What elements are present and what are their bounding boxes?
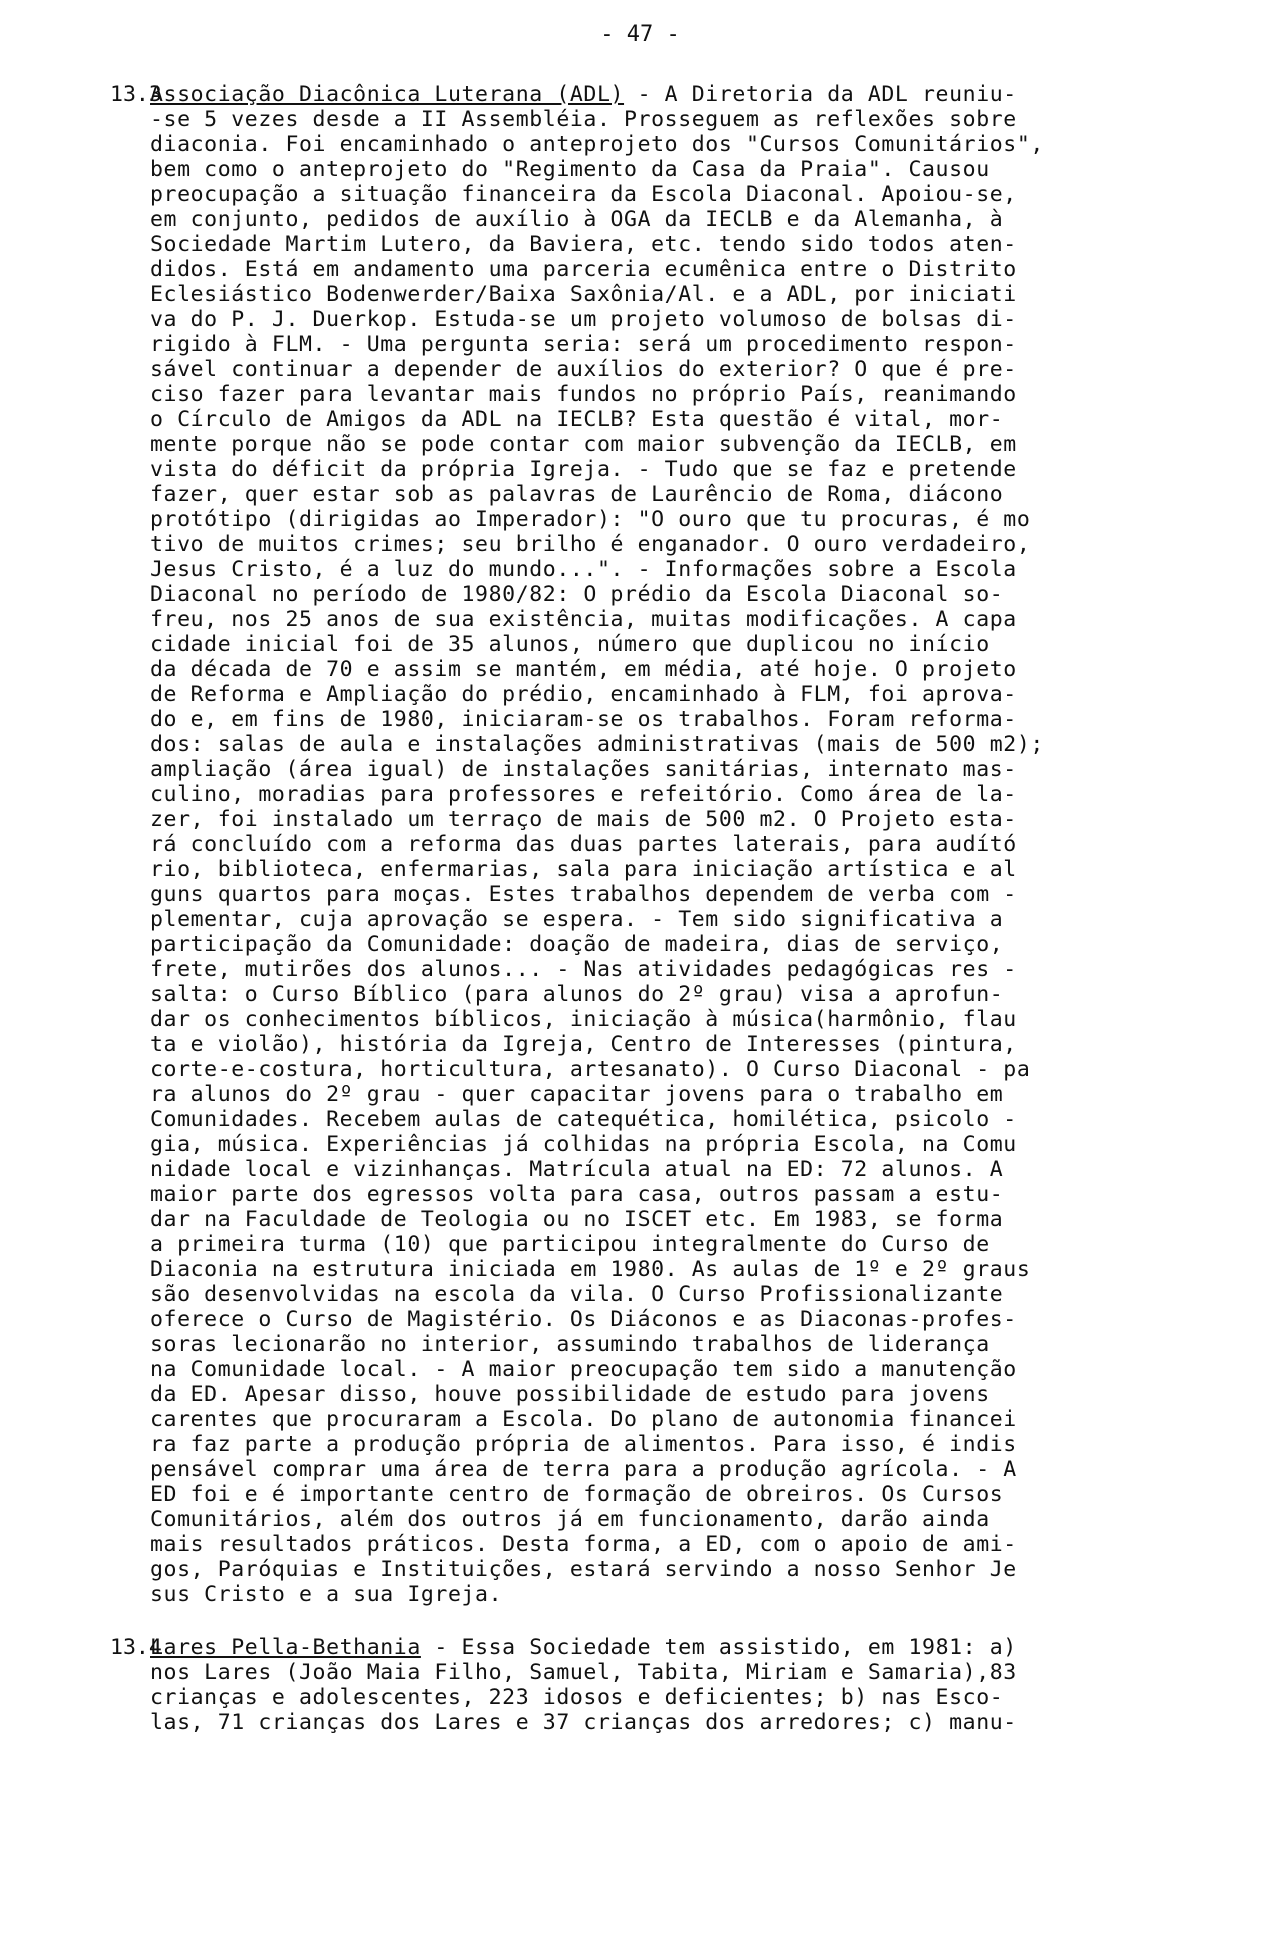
text-line: gia, música. Experiências já colhidas na própria Escola, na Comu: [150, 1132, 1017, 1157]
page-number: - 47 -: [600, 22, 680, 47]
text-line: frete, mutirões dos alunos... - Nas atividades pedagógicas res -: [150, 957, 1017, 982]
section-title: Lares Pella-Bethania: [150, 1635, 421, 1660]
text-line: de Reforma e Ampliação do prédio, encaminhado à FLM, foi aprova-: [150, 682, 1017, 707]
text-line: cidade inicial foi de 35 alunos, número que duplicou no início: [150, 632, 990, 657]
section-13-3: [110, 82, 1210, 1607]
text-line: são desenvolvidas na escola da vila. O Curso Profissionalizante: [150, 1282, 1004, 1307]
text-line: soras lecionarão no interior, assumindo trabalhos de liderança: [150, 1332, 990, 1357]
text-line: [150, 1635, 1210, 1660]
text-line: da década de 70 e assim se mantém, em média, até hoje. O projeto: [150, 657, 1017, 682]
text-line: carentes que procuraram a Escola. Do plano de autonomia financei: [150, 1407, 1017, 1432]
text-line: va do P. J. Duerkop. Estuda-se um projeto volumoso de bolsas di-: [150, 307, 1017, 332]
text-line: salta: o Curso Bíblico (para alunos do 2º grau) visa a aprofun-: [150, 982, 1004, 1007]
text-line: nos Lares (João Maia Filho, Samuel, Tabita, Miriam e Samaria),83: [150, 1660, 1017, 1685]
text-line: ED foi e é importante centro de formação de obreiros. Os Cursos: [150, 1482, 1004, 1507]
text-line: sus Cristo e a sua Igreja.: [150, 1582, 503, 1607]
text-line: na Comunidade local. - A maior preocupação tem sido a manutenção: [150, 1357, 1017, 1382]
text-line: corte-e-costura, horticultura, artesanato). O Curso Diaconal - pa: [150, 1057, 1031, 1082]
text-line-rest: - A Diretoria da ADL reuniu-: [624, 82, 1017, 107]
section-body: [150, 1660, 1210, 1735]
text-line: guns quartos para moças. Estes trabalhos dependem de verba com -: [150, 882, 1017, 907]
text-line: participação da Comunidade: doação de madeira, dias de serviço,: [150, 932, 1004, 957]
text-line: tivo de muitos crimes; seu brilho é enganador. O ouro verdadeiro,: [150, 532, 1031, 557]
text-line: fazer, quer estar sob as palavras de Laurêncio de Roma, diácono: [150, 482, 1004, 507]
text-line: Diaconia na estrutura iniciada em 1980. As aulas de 1º e 2º graus: [150, 1257, 1031, 1282]
text-line: rigido à FLM. - Uma pergunta seria: será um procedimento respon-: [150, 332, 1017, 357]
text-line: ra faz parte a produção própria de alimentos. Para isso, é indis: [150, 1432, 1017, 1457]
text-line: mais resultados práticos. Desta forma, a ED, com o apoio de ami-: [150, 1532, 1017, 1557]
text-line: nidade local e vizinhanças. Matrícula atual na ED: 72 alunos. A: [150, 1157, 1004, 1182]
text-line: zer, foi instalado um terraço de mais de 500 m2. O Projeto esta-: [150, 807, 1017, 832]
text-line: vista do déficit da própria Igreja. - Tudo que se faz e pretende: [150, 457, 1017, 482]
text-line: culino, moradias para professores e refeitório. Como área de la-: [150, 782, 1017, 807]
text-line: [150, 82, 1210, 107]
text-line: a primeira turma (10) que participou integralmente do Curso de: [150, 1232, 990, 1257]
text-line: maior parte dos egressos volta para casa, outros passam a estu-: [150, 1182, 1004, 1207]
text-line: las, 71 crianças dos Lares e 37 crianças dos arredores; c) manu-: [150, 1710, 1017, 1735]
text-line: sável continuar a depender de auxílios do exterior? O que é pre-: [150, 357, 1017, 382]
text-line: ra alunos do 2º grau - quer capacitar jovens para o trabalho em: [150, 1082, 1004, 1107]
text-line: didos. Está em andamento uma parceria ecumênica entre o Distrito: [150, 257, 1017, 282]
section-13-4: [110, 1635, 1210, 1735]
text-line: diaconia. Foi encaminhado o anteprojeto dos "Cursos Comunitários",: [150, 132, 1044, 157]
text-line: dar na Faculdade de Teologia ou no ISCET etc. Em 1983, se forma: [150, 1207, 1004, 1232]
text-line: rio, biblioteca, enfermarias, sala para iniciação artística e al: [150, 857, 1017, 882]
section-body: [150, 107, 1210, 1607]
text-line: Eclesiástico Bodenwerder/Baixa Saxônia/Al. e a ADL, por iniciati: [150, 282, 1017, 307]
text-line: Comunidades. Recebem aulas de catequética, homilética, psicolo -: [150, 1107, 1017, 1132]
text-line: protótipo (dirigidas ao Imperador): "O ouro que tu procuras, é mo: [150, 507, 1031, 532]
text-line: bem como o anteprojeto do "Regimento da Casa da Praia". Causou: [150, 157, 990, 182]
text-line: dar os conhecimentos bíblicos, iniciação à música(harmônio, flau: [150, 1007, 1017, 1032]
text-line: pensável comprar uma área de terra para a produção agrícola. - A: [150, 1457, 1017, 1482]
text-line: preocupação a situação financeira da Escola Diaconal. Apoiou-se,: [150, 182, 1017, 207]
text-line: da ED. Apesar disso, houve possibilidade de estudo para jovens: [150, 1382, 990, 1407]
text-line: o Círculo de Amigos da ADL na IECLB? Esta questão é vital, mor-: [150, 407, 1004, 432]
text-line: oferece o Curso de Magistério. Os Diáconos e as Diaconas-profes-: [150, 1307, 1017, 1332]
text-line: freu, nos 25 anos de sua existência, muitas modificações. A capa: [150, 607, 1017, 632]
text-line: Sociedade Martim Lutero, da Baviera, etc. tendo sido todos aten-: [150, 232, 1017, 257]
text-line: gos, Paróquias e Instituições, estará servindo a nosso Senhor Je: [150, 1557, 1017, 1582]
text-line: plementar, cuja aprovação se espera. - Tem sido significativa a: [150, 907, 1004, 932]
text-line: crianças e adolescentes, 223 idosos e deficientes; b) nas Esco-: [150, 1685, 1004, 1710]
text-line: em conjunto, pedidos de auxílio à OGA da IECLB e da Alemanha, à: [150, 207, 1004, 232]
text-line: ciso fazer para levantar mais fundos no próprio País, reanimando: [150, 382, 1017, 407]
text-line: -se 5 vezes desde a II Assembléia. Prosseguem as reflexões sobre: [150, 107, 1017, 132]
text-line: ta e violão), história da Igreja, Centro de Interesses (pintura,: [150, 1032, 1017, 1057]
section-number: 13.3: [110, 82, 162, 107]
text-line: do e, em fins de 1980, iniciaram-se os trabalhos. Foram reforma-: [150, 707, 1017, 732]
text-line: Comunitários, além dos outros já em funcionamento, darão ainda: [150, 1507, 990, 1532]
text-line: mente porque não se pode contar com maior subvenção da IECLB, em: [150, 432, 1017, 457]
text-line: dos: salas de aula e instalações administrativas (mais de 500 m2);: [150, 732, 1044, 757]
text-line: ampliação (área igual) de instalações sanitárias, internato mas-: [150, 757, 1017, 782]
text-line-rest: - Essa Sociedade tem assistido, em 1981: a): [420, 1635, 1017, 1660]
section-title: Associação Diacônica Luterana (ADL): [150, 82, 625, 107]
section-number: 13.4: [110, 1635, 162, 1660]
text-line: rá concluído com a reforma das duas partes laterais, para audító: [150, 832, 1017, 857]
text-line: Diaconal no período de 1980/82: O prédio da Escola Diaconal so-: [150, 582, 1004, 607]
text-line: Jesus Cristo, é a luz do mundo...". - Informações sobre a Escola: [150, 557, 1017, 582]
